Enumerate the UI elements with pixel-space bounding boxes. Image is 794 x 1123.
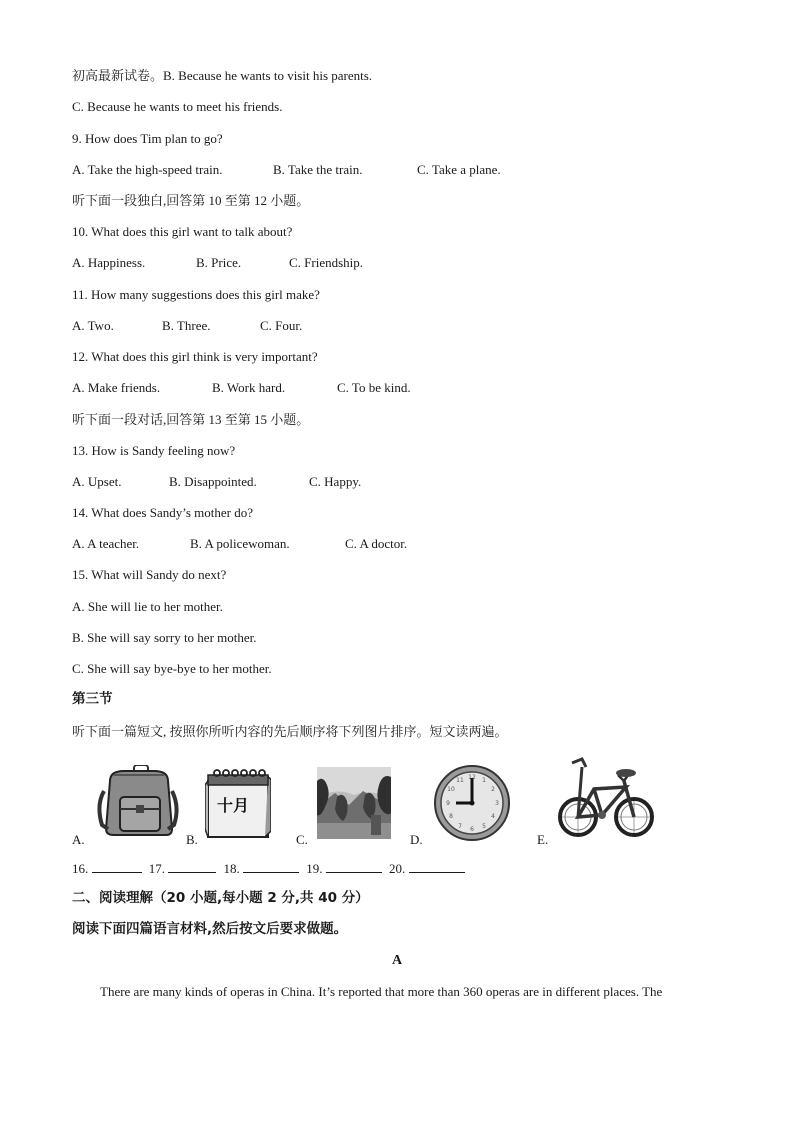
listening-instruction: 听下面一段独白,回答第 10 至第 12 小题。 [72, 193, 310, 208]
answer-blank-17[interactable] [168, 860, 216, 873]
answer-option-text: C. Because he wants to meet his friends. [72, 99, 283, 114]
svg-text:4: 4 [491, 813, 495, 820]
option-b: B. She will say sorry to her mother. [72, 630, 257, 645]
part-heading: 二、阅读理解（20 小题,每小题 2 分,共 40 分） [72, 890, 369, 906]
bicycle-icon [558, 757, 656, 839]
picture-label-c: C. [296, 832, 308, 847]
question-13: 13. How is Sandy feeling now? [72, 443, 236, 458]
section-instruction: 听下面一篇短文, 按照你所听内容的先后顺序将下列图片排序。短文读两遍。 [72, 724, 508, 739]
svg-text:3: 3 [495, 800, 499, 807]
svg-text:7: 7 [458, 823, 462, 830]
answer-blank-18[interactable] [243, 860, 299, 873]
part-instruction: 阅读下面四篇语言材料,然后按文后要求做题。 [72, 921, 348, 937]
option-c: C. Friendship. [289, 255, 364, 270]
blank-label-18: 18. [223, 861, 240, 876]
option-a: A. Make friends. [72, 380, 161, 395]
picture-label-d: D. [410, 832, 423, 847]
option-c: C. Happy. [309, 474, 362, 489]
blank-label-17: 17. [148, 861, 165, 876]
option-c: C. Four. [260, 318, 303, 333]
option-a: A. Two. [72, 318, 114, 333]
svg-text:5: 5 [482, 823, 486, 830]
answer-blank-19[interactable] [326, 860, 382, 873]
option-a: A. Upset. [72, 474, 122, 489]
option-b: B. Three. [162, 318, 211, 333]
svg-text:8: 8 [449, 813, 453, 820]
svg-text:10: 10 [447, 786, 455, 793]
question-9: 9. How does Tim plan to go? [72, 131, 223, 146]
blank-label-19: 19. [306, 861, 323, 876]
answer-blank-16[interactable] [92, 860, 142, 873]
option-b: B. Take the train. [273, 162, 363, 177]
calendar-month-text: 十月 [217, 796, 250, 815]
passage-letter: A [391, 953, 403, 968]
svg-text:1: 1 [482, 777, 486, 784]
question-12: 12. What does this girl think is very important? [72, 349, 318, 364]
blank-label-20: 20. [389, 861, 406, 876]
svg-text:9: 9 [446, 800, 450, 807]
option-c: C. A doctor. [345, 536, 408, 551]
question-15: 15. What will Sandy do next? [72, 567, 227, 582]
blank-label-16: 16. [72, 861, 89, 876]
answer-option-text: 初高最新试卷。B. Because he wants to visit his parents. [72, 68, 373, 83]
svg-text:12: 12 [468, 774, 476, 781]
svg-text:11: 11 [456, 777, 464, 784]
option-a: A. A teacher. [72, 536, 140, 551]
passage-text: There are many kinds of operas in China. It’s reported that more than 360 operas are in different places. The [100, 984, 663, 999]
option-a: A. Take the high-speed train. [72, 162, 223, 177]
option-a: A. Happiness. [72, 255, 146, 270]
option-c: C. Take a plane. [417, 162, 501, 177]
answer-blanks [72, 860, 469, 877]
question-14: 14. What does Sandy’s mother do? [72, 505, 254, 520]
listening-instruction: 听下面一段对话,回答第 13 至第 15 小题。 [72, 412, 310, 427]
option-b: B. Work hard. [212, 380, 286, 395]
option-b: B. A policewoman. [190, 536, 290, 551]
svg-text:2: 2 [491, 786, 495, 793]
question-11: 11. How many suggestions does this girl make? [72, 287, 320, 302]
option-a: A. She will lie to her mother. [72, 599, 223, 614]
landscape-photo [317, 767, 391, 839]
option-b: B. Disappointed. [169, 474, 257, 489]
picture-label-b: B. [186, 832, 198, 847]
option-b: B. Price. [196, 255, 242, 270]
picture-label-a: A. [72, 832, 85, 847]
answer-blank-20[interactable] [409, 860, 465, 873]
section-heading: 第三节 [72, 691, 113, 707]
calendar-icon [205, 769, 271, 839]
question-10: 10. What does this girl want to talk about? [72, 224, 293, 239]
option-c: C. She will say bye-bye to her mother. [72, 661, 272, 676]
picture-label-e: E. [537, 832, 549, 847]
backpack-icon [96, 765, 180, 837]
option-c: C. To be kind. [337, 380, 411, 395]
svg-text:6: 6 [470, 826, 474, 833]
clock-icon [432, 764, 512, 842]
